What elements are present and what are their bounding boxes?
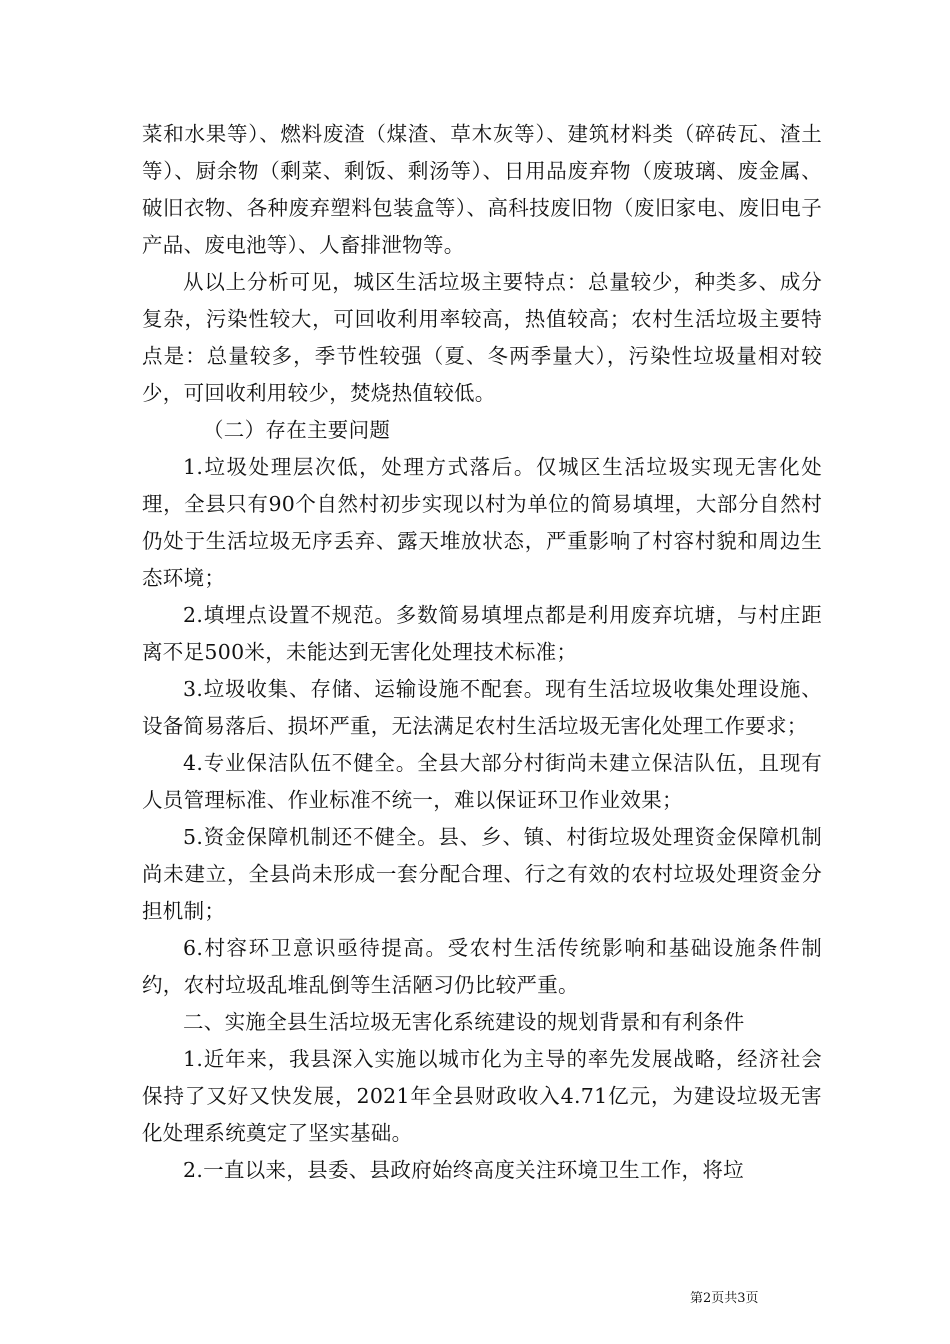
paragraph-background-2: 2.一直以来，县委、县政府始终高度关注环境卫生工作，将垃 xyxy=(183,1158,744,1182)
section-heading-background: 二、实施全县生活垃圾无害化系统建设的规划背景和有利条件 xyxy=(183,1010,745,1034)
paragraph-problem-2: 2.填埋点设置不规范。多数简易填埋点都是利用废弃坑塘，与村庄距离不足500米，未能达到无害化处理技术标准； xyxy=(142,603,822,664)
page-number: 第2页共3页 xyxy=(690,1291,759,1306)
document-body xyxy=(142,116,822,1189)
paragraph-background-1: 1.近年来，我县深入实施以城市化为主导的率先发展战略，经济社会保持了又好又快发展，2021年全县财政收入4.71亿元，为建设垃圾无害化处理系统奠定了坚实基础。 xyxy=(142,1047,822,1145)
paragraph-waste-categories: 菜和水果等）、燃料废渣（煤渣、草木灰等）、建筑材料类（碎砖瓦、渣土等）、厨余物（剩菜、剩饭、剩汤等）、日用品废弃物（废玻璃、废金属、破旧衣物、各种废弃塑料包装盒等）、高科技废旧物（废旧家电、废旧电子产品、废电池等）、人畜排泄物等。 xyxy=(142,122,822,257)
paragraph-problem-3: 3.垃圾收集、存储、运输设施不配套。现有生活垃圾收集处理设施、设备简易落后、损坏严重，无法满足农村生活垃圾无害化处理工作要求； xyxy=(142,677,822,738)
paragraph-waste-characteristics: 从以上分析可见，城区生活垃圾主要特点：总量较少，种类多、成分复杂，污染性较大，可回收利用率较高，热值较高；农村生活垃圾主要特点是：总量较多，季节性较强（夏、冬两季量大），污染性垃圾量相对较少，可回收利用较少，焚烧热值较低。 xyxy=(142,270,822,405)
section-heading-main-problems: （二）存在主要问题 xyxy=(203,418,391,442)
paragraph-problem-1: 1.垃圾处理层次低，处理方式落后。仅城区生活垃圾实现无害化处理，全县只有90个自然村初步实现以村为单位的简易填埋，大部分自然村仍处于生活垃圾无序丢弃、露天堆放状态，严重影响了村容村貌和周边生态环境； xyxy=(142,455,822,590)
paragraph-problem-4: 4.专业保洁队伍不健全。全县大部分村街尚未建立保洁队伍，且现有人员管理标准、作业标准不统一，难以保证环卫作业效果； xyxy=(142,751,822,812)
paragraph-problem-6: 6.村容环卫意识亟待提高。受农村生活传统影响和基础设施条件制约，农村垃圾乱堆乱倒等生活陋习仍比较严重。 xyxy=(142,936,822,997)
paragraph-problem-5: 5.资金保障机制还不健全。县、乡、镇、村街垃圾处理资金保障机制尚未建立，全县尚未形成一套分配合理、行之有效的农村垃圾处理资金分担机制； xyxy=(142,825,822,923)
